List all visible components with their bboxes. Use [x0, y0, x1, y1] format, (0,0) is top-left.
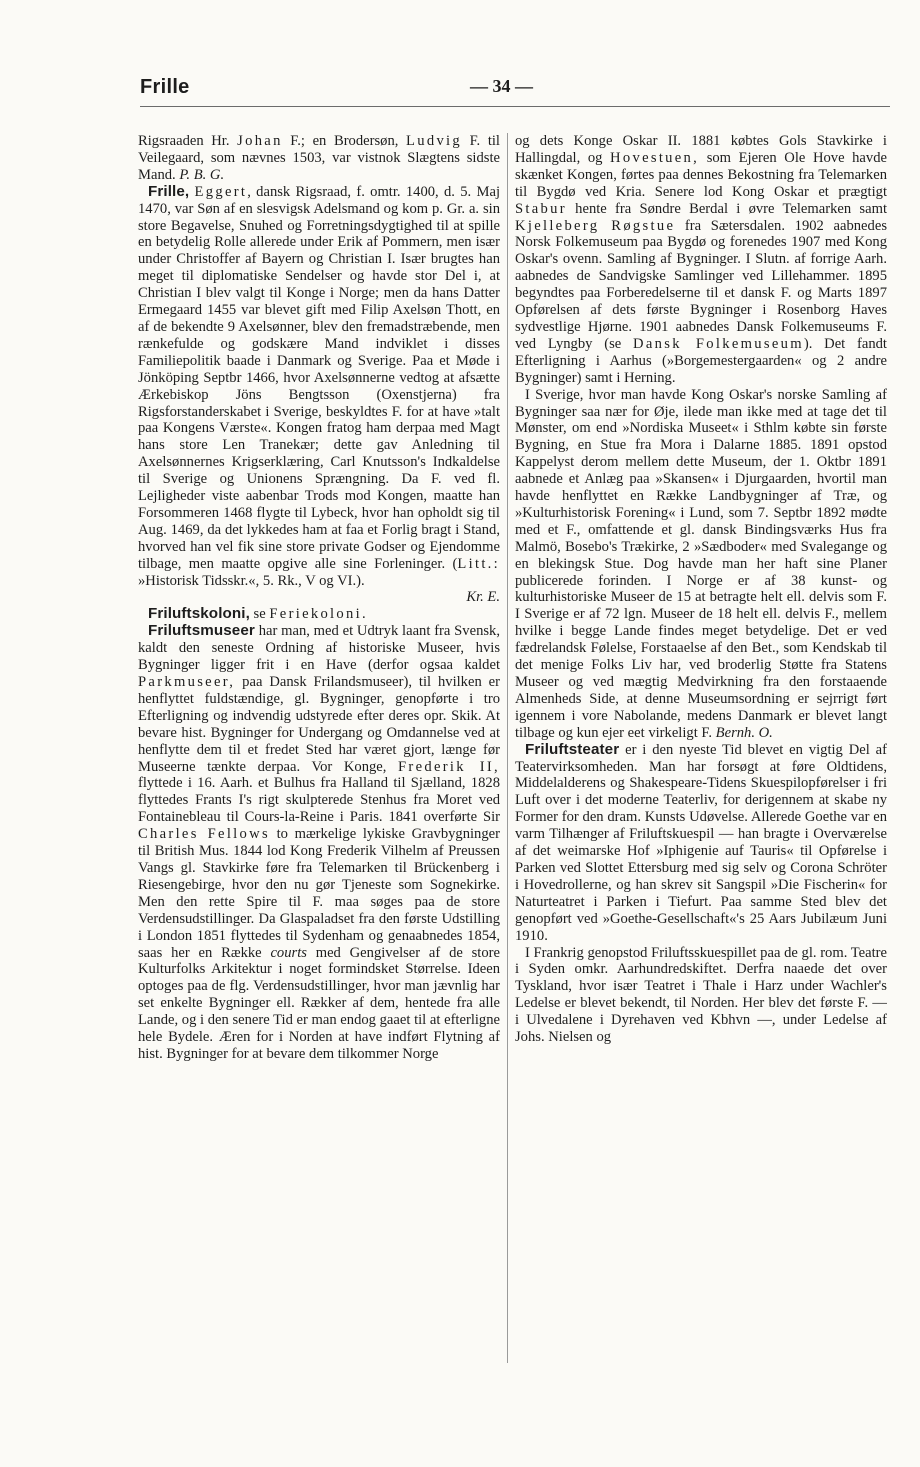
- spaced-name: Kjelleberg Røgstue: [515, 217, 676, 234]
- paragraph-continued: Rigsraaden Hr. Johan F.; en Brodersøn, Ludvig F. til Veilegaard, som nævnes 1503, var vistnok Slægtens sidste Mand. P. B. G.: [138, 133, 500, 183]
- right-column: [515, 133, 887, 1363]
- spaced-name: Ludvig: [406, 133, 462, 149]
- spaced-name: Frederik II,: [398, 758, 500, 775]
- entry-headword: Frille,: [148, 182, 190, 200]
- cross-reference: Dansk Folkemuseum: [633, 335, 804, 352]
- entry-frille-eggert: Frille, Eggert, dansk Rigsraad, f. omtr. 1400, d. 5. Maj 1470, var Søn af en slesvigsk Adelsmand og kom p. Gr. a. sin store Begavelse, Snuhed og Forretningsdygtighed til at spille en betydelig Rolle allerede under Erik af Pommern, men især under Christoffer af Bayern og Christian I. Især brugtes han meget til diplomatiske Sendelser og havde stor Del i, at Christian I blev valgt til Konge i Norge; men da hans Datter Ermegaard 1455 var blevet gift med Filip Axelsøn Thott, en af de bekendte 9 Axelsønner, blev den fremadstræbende, men rænkefulde og godskære Mand indviklet i disses Familiepolitik baade i Danmark og Sverige. Paa et Møde i Jönköping Septbr 1466, hvor Axelsønnerne vedtog at afsætte Ærkebiskop Jöns Bengtsson (Oxenstjerna) fra Rigsforstanderskabet i Sverige, beskyldtes F. for at have »talt paa Kongens Værste«. Kongen fratog ham derpaa med Magt hans store Len Tranekær; dette gav Anledning til Axelsønnernes Krigserklæring, Carl Knutsson's Indkaldelse til Sverige og Unionens Sprængning. Da F. ved fl. Lejligheder viste aabenbar Trods mod Kongen, maatte han Forsommeren 1468 flygte til Lybeck, hvor han opholdt sig til Aug. 1469, da det lykkedes ham at faa et Forlig bragt i Stand, hvorved han vel fik sine store private Godser og Ejendomme tilbage, men maatte opgive alle sine Forleninger. (Litt.: »Historisk Tidsskr.«, 5. Rk., V og VI.). Kr. E.: [138, 182, 500, 606]
- author-signature: P. B. G.: [179, 166, 225, 183]
- entry-friluftsmuseer: Friluftsmuseer har man, med et Udtryk laant fra Svensk, kaldt den seneste Ordning af historiske Museer, hvis Bygninger ligger frit i en Have (derfor ogsaa kaldet Parkmuseer, paa Dansk Frilandsmuseer), til hvilken er henflyttet fuldstændige, gl. Bygninger, genopførte i tro Efterligning og indvendig udstyrede efter deres opr. Skik. At bevare hist. Bygninger for Undergang og Omdannelse ved at henflytte dem til et fredet Sted har været gjort, længe før Museerne tænkte derpaa. Vor Konge, Frederik II, flyttede i 16. Aarh. et Bulhus fra Halland til Sjælland, 1828 flyttedes Frants I's rigt skulpterede Stenhus fra Moret ved Fontainebleau til Cours-la-Reine i Paris. 1841 overførte Sir Charles Fellows to mærkelige lykiske Gravbygninger til British Mus. 1844 lod Kong Frederik Vilhelm af Preussen Vangs gl. Stavkirke føre fra Telemarken til Brückenberg i Riesengebirge, hvor den nu gør Tjeneste som Sognekirke. Men den rette Spire til F. maa søges paa de store Verdensudstillinger. Da Glaspaladset fra den første Udstilling i London 1851 flyttedes til Sydenham og genaabnedes 1854, saas her en Række courts med Gengivelser af de store Kulturfolks Arkitektur i noget formindsket Størrelse. Ideen optoges paa de flg. Verdensudstillinger, hvor man jævnlig har set enkelte Bygninger ell. Rækker af dem, hentede fra alle Lande, og i den senere Tid er man endog gaaet til at efterligne hele Bydele. Æren for i Norden at have indført Flytning af hist. Bygninger for at bevare dem tilkommer Norge: [138, 622, 500, 1062]
- spaced-term: Stabur: [515, 200, 567, 217]
- spaced-name: Eggert: [194, 183, 248, 200]
- column-divider: [507, 133, 508, 1363]
- literature-label: Litt.:: [457, 555, 500, 572]
- entry-friluftskoloni: Friluftskoloni, se Feriekoloni.: [148, 605, 368, 623]
- spaced-name: Johan: [237, 133, 283, 149]
- paragraph-sverige: I Sverige, hvor man havde Kong Oskar's norske Samling af Bygninger saa nær for Øje, ilede man ikke med at tage det til Mønster, om end »Nordiska Museet« i Sthlm købte sin første Bygning, en Stue fra Mora i Dalarne 1885. 1891 opstod Kappelyst derom mellem dette Museum, der 1. Oktbr 1891 aabnede et Anlæg paa »Skansen« i Djurgaarden, hvortil man havde henflyttet en Række Landbygninger af Træ, og »Kulturhistorisk Forening« i Lund, som 7. Septbr 1892 mødte med et F., omfattende et gl. dansk Bindingsværks Hus fra Malmö, Bosebo's Trækirke, 2 »Sædboder« med Svalegange og en blekingsk Stue. Dog havde man her haft sine Planer publicerede forinden. I Norge er af 38 kunst- og kulturhistoriske Museer de 15 at betragte helt ell. delvis som F. I Sverige er af 72 lgn. Museer de 18 helt ell. delvis F., mellem hvilke i begge Lande findes meget betydelige. Det er ved fædrelandsk Følelse, Forstaaelse af den Bet., som Kendskab til det menige Folks Liv har, ved broderlig Støtte fra Statens Museer og ved mægtig Medvirkning fra den forstaaende Almenheds Side, at denne Museumsordning er sejrrigt ført igennem i vore Nabolande, medens Danmark er blevet langt tilbage og kun ejer eet virkeligt F. Bernh. O.: [515, 386, 887, 741]
- author-signature: Kr. E.: [466, 589, 500, 606]
- entry-headword: Friluftsmuseer: [148, 622, 255, 640]
- entry-headword: Friluftsteater: [525, 740, 620, 758]
- entry-headword: Friluftskoloni,: [148, 605, 250, 623]
- page-number: — 34 —: [470, 76, 533, 96]
- left-column: [138, 133, 500, 1363]
- entry-friluftsteater: Friluftsteater er i den nyeste Tid blevet en vigtig Del af Teatervirksomheden. Man har forsøgt at føre Oldtidens, Middelalderens og Shakespeare-Tidens Skuespilopførelser i fri Luft over i det moderne Teaterliv, for derigennem at skabe ny Former for den dram. Kunsts Udøvelse. Allerede Goethe var en varm Tilhænger af Friluftskuespil — han bragte i Overværelse af det weimarske Hof »Iphigenie auf Tauris« til Opførelse i Parken ved Slottet Ettersburg med sig selv og Corona Schröter i Hovedrollerne, og han skrev sit Sangspil »Die Fischerin« for Naturteatret i Parken i Tiefurt. Paa samme Sted blev det genopført ved »Goethe-Gesellschaft«'s 25 Aars Jubilæum Juni 1910.: [515, 740, 887, 944]
- cross-reference: Feriekoloni.: [269, 606, 368, 623]
- page-header: [140, 76, 890, 106]
- spaced-term: Parkmuseer,: [138, 674, 236, 690]
- paragraph-continued: og dets Konge Oskar II. 1881 købtes Gols Stavkirke i Hallingdal, og Hovestuen, som Ejeren Ole Hove havde skænket Kongen, førtes paa dennes Bekostning fra Telemarken til Bygdø ved Kria. Senere lod Kong Oskar et prægtigt Stabur hente fra Søndre Berdal i øvre Telemarken samt Kjelleberg Røgstue fra Sætersdalen. 1902 aabnedes Norsk Folkemuseum paa Bygdø og forenedes 1907 med Kong Oskar's ovenn. Samling af Bygninger. I Slutn. af forrige Aarh. aabnedes de Sandvigske Samlinger ved Lillehammer. 1895 begyndtes paa Forberedelserne til et dansk F. og Marts 1897 Opførelsen af dets første Bygninger i Rosenborg Haves sydvestlige Hjørne. 1901 aabnedes Dansk Folkemuseums F. ved Lyngby (se Dansk Folkemuseum). Det fandt Efterligning i Aarhus (»Borgemestergaarden« og 2 andre Bygninger) samt i Herning.: [515, 133, 887, 386]
- running-head-word: Frille: [140, 76, 190, 98]
- header-rule: [140, 106, 890, 107]
- italic-term: courts: [270, 944, 307, 961]
- paragraph-frankrig: I Frankrig genopstod Friluftsskuespillet paa de gl. rom. Teatre i Syden omkr. Aarhundredskiftet. Derfra naaede det over Tyskland, hvor især Teatret i Thale i Harz under Wachler's Ledelse er blevet bekendt, til Norden. Her blev det første F. — i Ulvedalene i Dyrehaven ved Kbhvn —, under Ledelse af Johs. Nielsen og: [515, 944, 887, 1046]
- spaced-name: Charles Fellows: [138, 826, 270, 843]
- author-signature: Bernh. O.: [715, 724, 773, 741]
- spaced-name: Hovestuen,: [610, 149, 700, 166]
